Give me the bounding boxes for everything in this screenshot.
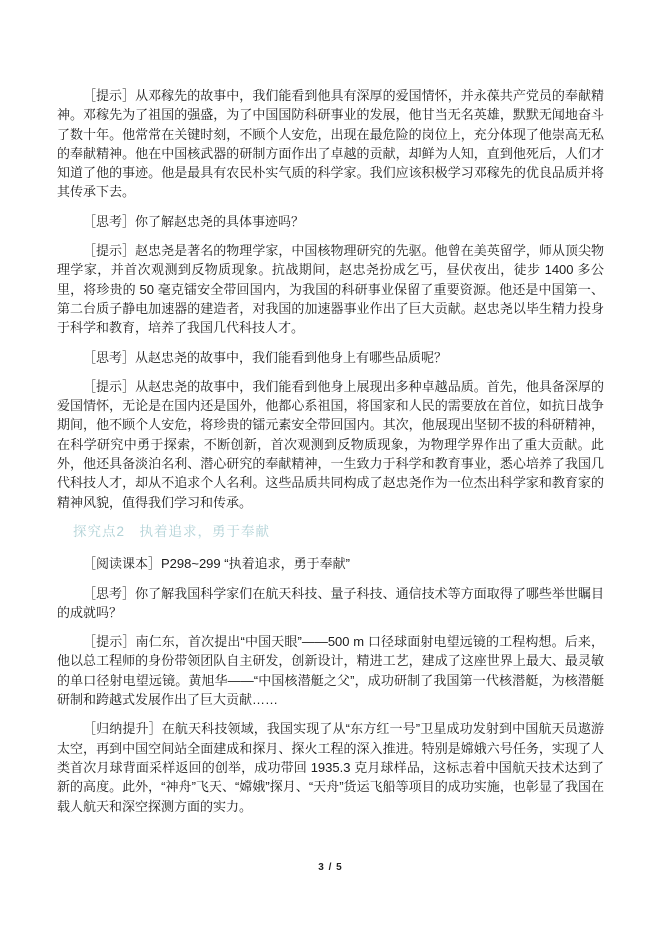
page-number: 3 / 5	[318, 862, 343, 873]
hint-paragraph-dengjiaxian: ［提示］从邓稼先的故事中，我们能看到他具有深厚的爱国情怀，并永葆共产党员的奉献精神。邓稼先为了祖国的强盛，为了中国国防科研事业的发展，他甘当无名英雄，默默无闻地奋斗了数十年。他常常在关键时刻，不顾个人安危，出现在最危险的岗位上，充分体现了他崇高无私的奉献精神。他在中国核武器的研制方面作出了卓越的贡献，却鲜为人知，直到他死后，人们才知道了他的事迹。他是最具有农民朴实气质的科学家。我们应该积极学习邓稼先的优良品质并将其传承下去。	[57, 88, 604, 200]
hint-paragraph-scientists-achievements: ［提示］南仁东，首次提出“中国天眼”——500 m 口径球面射电望远镜的工程构想。后来，他以总工程师的身份带领团队自主研发，创新设计，精进工艺，建成了这座世界上最大、最灵敏的单口径射电望远镜。黄旭华——“中国核潜艇之父”，成功研制了我国第一代核潜艇，为核潜艇研制和跨越式发展作出了巨大贡献……	[57, 634, 604, 708]
hint-paragraph-zhaozhongyao-qualities: ［提示］从赵忠尧的故事中，我们能看到他身上展现出多种卓越品质。首先，他具备深厚的爱国情怀，无论是在国内还是国外，他都心系祖国，将国家和人民的需要放在首位，如抗日战争期间，他不顾个人安危，将珍贵的镭元素安全带回国内。其次，他展现出坚韧不拔的科研精神，在科学研究中勇于探索，不断创新，首次观测到反物质现象，为物理学界作出了重大贡献。此外，他还具备淡泊名利、潜心研究的奉献精神，一生致力于科学和教育事业，悉心培养了我国几代科技人才，却从不追求个人名利。这些品质共同构成了赵忠尧作为一位杰出科学家和教育家的精神风貌，值得我们学习和传承。	[57, 378, 604, 510]
think-question-zhaozhongyao-qualities: ［思考］从赵忠尧的故事中，我们能看到他身上有哪些品质呢？	[83, 349, 448, 365]
summary-paragraph-aerospace: ［归纳提升］在航天科技领域，我国实现了从“东方红一号”卫星成功发射到中国航天员遨游太空，再到中国空间站全面建成和探月、探火工程的深入推进。特别是嫦娥六号任务，实现了人类首次月球背面采样返回的创举，成功带回 1935.3 克月球样品，这标志着中国航天技术达到了新的高度。此外，“神舟”飞天、“嫦娥”探月、“天舟”货运飞船等项目的成功实施，也彰显了我国在载人航天和深空探测方面的实力。	[57, 721, 604, 814]
section-heading-exploration-point-2: 探究点2 执着追求，勇于奉献	[73, 523, 271, 539]
reading-assignment-line: ［阅读课本］P298~299 “执着追求，勇于奉献”	[83, 556, 350, 572]
think-question-achievements: ［思考］你了解我国科学家们在航天科技、量子科技、通信技术等方面取得了哪些举世瞩目的成就吗？	[57, 585, 604, 620]
think-question-zhaozhongyao-deeds: ［思考］你了解赵忠尧的具体事迹吗？	[83, 213, 305, 229]
hint-paragraph-zhaozhongyao: ［提示］赵忠尧是著名的物理学家，中国核物理研究的先驱。他曾在美英留学，师从顶尖物理学家，并首次观测到反物质现象。抗战期间，赵忠尧扮成乞丐，昼伏夜出，徒步 1400 多公里，将珍贵的 50 毫克镭安全带回国内，为我国的科研事业保留了重要资源。他还是中国第一、第二台质子静电加速器的建造者，对我国的加速器事业作出了巨大贡献。赵忠尧以毕生精力投身于科学和教育，培养了我国几代科技人才。	[57, 243, 604, 336]
